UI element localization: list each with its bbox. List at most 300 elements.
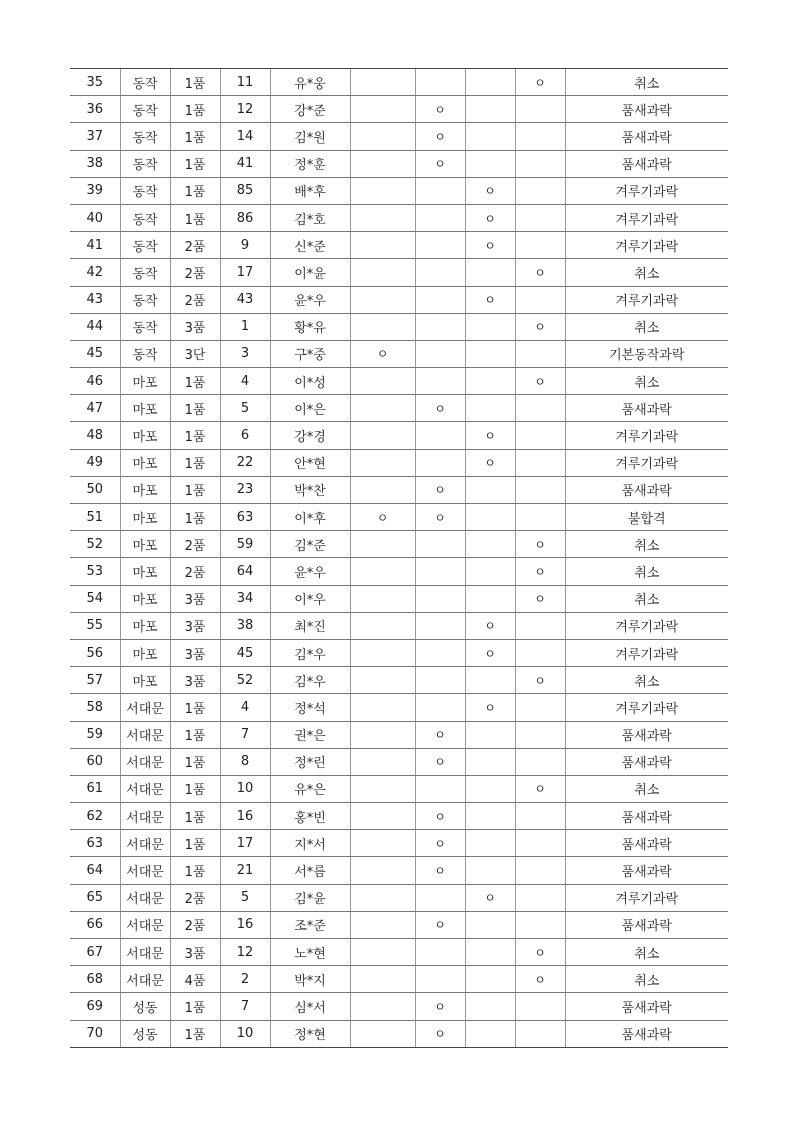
result-cell: 취소 [565, 966, 728, 993]
exam-number-cell: 12 [220, 96, 270, 123]
result-cell: 겨루기과락 [565, 449, 728, 476]
basic-mark-cell [350, 286, 415, 313]
sparring-mark-cell: ㅇ [465, 612, 515, 639]
poomsae-mark-cell: ㅇ [415, 993, 465, 1020]
branch-cell: 서대문 [120, 939, 170, 966]
cancel-mark-cell [515, 504, 565, 531]
basic-mark-cell [350, 884, 415, 911]
name-cell: 김*준 [270, 531, 350, 558]
result-cell: 겨루기과락 [565, 694, 728, 721]
table-row [70, 340, 728, 367]
table-row [70, 694, 728, 721]
name-cell: 이*은 [270, 395, 350, 422]
exam-number-cell: 1 [220, 313, 270, 340]
row-number-cell: 62 [70, 803, 120, 830]
branch-cell: 동작 [120, 69, 170, 96]
row-number-cell: 57 [70, 667, 120, 694]
sparring-mark-cell: ㅇ [465, 422, 515, 449]
result-cell: 겨루기과락 [565, 177, 728, 204]
exam-number-cell: 7 [220, 993, 270, 1020]
poomsae-mark-cell: ㅇ [415, 830, 465, 857]
table-row [70, 395, 728, 422]
grade-cell: 1품 [170, 748, 220, 775]
exam-number-cell: 17 [220, 830, 270, 857]
result-cell: 품새과락 [565, 748, 728, 775]
row-number-cell: 63 [70, 830, 120, 857]
cancel-mark-cell [515, 150, 565, 177]
exam-number-cell: 3 [220, 340, 270, 367]
grade-cell: 1품 [170, 204, 220, 231]
table-row [70, 639, 728, 666]
table-row [70, 748, 728, 775]
grade-cell: 1품 [170, 368, 220, 395]
row-number-cell: 37 [70, 123, 120, 150]
result-cell: 품새과락 [565, 993, 728, 1020]
basic-mark-cell [350, 69, 415, 96]
poomsae-mark-cell [415, 884, 465, 911]
result-cell: 취소 [565, 667, 728, 694]
exam-number-cell: 10 [220, 775, 270, 802]
poomsae-mark-cell [415, 422, 465, 449]
result-cell: 품새과락 [565, 123, 728, 150]
table-row [70, 286, 728, 313]
name-cell: 황*유 [270, 313, 350, 340]
basic-mark-cell [350, 313, 415, 340]
cancel-mark-cell: ㅇ [515, 259, 565, 286]
row-number-cell: 51 [70, 504, 120, 531]
branch-cell: 서대문 [120, 748, 170, 775]
poomsae-mark-cell: ㅇ [415, 721, 465, 748]
branch-cell: 서대문 [120, 694, 170, 721]
cancel-mark-cell: ㅇ [515, 667, 565, 694]
cancel-mark-cell: ㅇ [515, 531, 565, 558]
result-cell: 취소 [565, 69, 728, 96]
grade-cell: 1품 [170, 476, 220, 503]
poomsae-mark-cell: ㅇ [415, 476, 465, 503]
result-cell: 겨루기과락 [565, 612, 728, 639]
table-row [70, 204, 728, 231]
exam-number-cell: 2 [220, 966, 270, 993]
cancel-mark-cell [515, 911, 565, 938]
branch-cell: 마포 [120, 395, 170, 422]
grade-cell: 1품 [170, 857, 220, 884]
exam-number-cell: 22 [220, 449, 270, 476]
sparring-mark-cell [465, 476, 515, 503]
sparring-mark-cell: ㅇ [465, 232, 515, 259]
name-cell: 정*훈 [270, 150, 350, 177]
cancel-mark-cell [515, 286, 565, 313]
row-number-cell: 46 [70, 368, 120, 395]
result-cell: 불합격 [565, 504, 728, 531]
row-number-cell: 67 [70, 939, 120, 966]
sparring-mark-cell [465, 911, 515, 938]
row-number-cell: 54 [70, 585, 120, 612]
poomsae-mark-cell [415, 449, 465, 476]
basic-mark-cell [350, 830, 415, 857]
result-cell: 취소 [565, 558, 728, 585]
exam-number-cell: 23 [220, 476, 270, 503]
row-number-cell: 56 [70, 639, 120, 666]
cancel-mark-cell [515, 803, 565, 830]
branch-cell: 마포 [120, 422, 170, 449]
table-row [70, 884, 728, 911]
sparring-mark-cell [465, 748, 515, 775]
poomsae-mark-cell [415, 694, 465, 721]
name-cell: 유*은 [270, 775, 350, 802]
branch-cell: 마포 [120, 368, 170, 395]
result-cell: 취소 [565, 259, 728, 286]
branch-cell: 동작 [120, 286, 170, 313]
row-number-cell: 40 [70, 204, 120, 231]
row-number-cell: 59 [70, 721, 120, 748]
result-cell: 취소 [565, 775, 728, 802]
name-cell: 최*진 [270, 612, 350, 639]
grade-cell: 3품 [170, 612, 220, 639]
exam-number-cell: 5 [220, 884, 270, 911]
basic-mark-cell [350, 939, 415, 966]
cancel-mark-cell: ㅇ [515, 775, 565, 802]
name-cell: 김*윤 [270, 884, 350, 911]
poomsae-mark-cell [415, 531, 465, 558]
cancel-mark-cell: ㅇ [515, 585, 565, 612]
exam-number-cell: 63 [220, 504, 270, 531]
table-row [70, 1020, 728, 1047]
branch-cell: 동작 [120, 204, 170, 231]
exam-number-cell: 11 [220, 69, 270, 96]
basic-mark-cell [350, 585, 415, 612]
row-number-cell: 53 [70, 558, 120, 585]
result-cell: 기본동작과락 [565, 340, 728, 367]
table-row [70, 313, 728, 340]
poomsae-mark-cell: ㅇ [415, 395, 465, 422]
exam-number-cell: 21 [220, 857, 270, 884]
grade-cell: 1품 [170, 803, 220, 830]
name-cell: 유*웅 [270, 69, 350, 96]
table-row [70, 939, 728, 966]
table-row [70, 857, 728, 884]
basic-mark-cell [350, 150, 415, 177]
branch-cell: 마포 [120, 449, 170, 476]
sparring-mark-cell [465, 667, 515, 694]
branch-cell: 동작 [120, 123, 170, 150]
sparring-mark-cell: ㅇ [465, 694, 515, 721]
basic-mark-cell [350, 993, 415, 1020]
poomsae-mark-cell [415, 939, 465, 966]
branch-cell: 서대문 [120, 830, 170, 857]
sparring-mark-cell [465, 939, 515, 966]
basic-mark-cell [350, 395, 415, 422]
sparring-mark-cell: ㅇ [465, 204, 515, 231]
basic-mark-cell [350, 123, 415, 150]
result-cell: 품새과락 [565, 830, 728, 857]
row-number-cell: 35 [70, 69, 120, 96]
cancel-mark-cell [515, 340, 565, 367]
poomsae-mark-cell [415, 585, 465, 612]
exam-number-cell: 85 [220, 177, 270, 204]
result-cell: 겨루기과락 [565, 639, 728, 666]
basic-mark-cell [350, 911, 415, 938]
cancel-mark-cell [515, 476, 565, 503]
grade-cell: 1품 [170, 422, 220, 449]
table-row [70, 531, 728, 558]
sparring-mark-cell: ㅇ [465, 177, 515, 204]
result-cell: 겨루기과락 [565, 884, 728, 911]
grade-cell: 3품 [170, 939, 220, 966]
result-cell: 취소 [565, 368, 728, 395]
poomsae-mark-cell: ㅇ [415, 504, 465, 531]
branch-cell: 마포 [120, 531, 170, 558]
name-cell: 이*윤 [270, 259, 350, 286]
row-number-cell: 43 [70, 286, 120, 313]
branch-cell: 서대문 [120, 803, 170, 830]
poomsae-mark-cell [415, 259, 465, 286]
name-cell: 박*찬 [270, 476, 350, 503]
grade-cell: 1품 [170, 177, 220, 204]
name-cell: 노*현 [270, 939, 350, 966]
sparring-mark-cell [465, 531, 515, 558]
table-row [70, 721, 728, 748]
grade-cell: 2품 [170, 259, 220, 286]
branch-cell: 동작 [120, 313, 170, 340]
branch-cell: 서대문 [120, 966, 170, 993]
name-cell: 조*준 [270, 911, 350, 938]
table-row [70, 96, 728, 123]
name-cell: 김*우 [270, 667, 350, 694]
basic-mark-cell [350, 204, 415, 231]
sparring-mark-cell [465, 966, 515, 993]
exam-number-cell: 4 [220, 694, 270, 721]
sparring-mark-cell [465, 123, 515, 150]
branch-cell: 동작 [120, 259, 170, 286]
grade-cell: 2품 [170, 911, 220, 938]
name-cell: 배*후 [270, 177, 350, 204]
row-number-cell: 69 [70, 993, 120, 1020]
grade-cell: 3품 [170, 313, 220, 340]
branch-cell: 마포 [120, 558, 170, 585]
branch-cell: 동작 [120, 340, 170, 367]
row-number-cell: 41 [70, 232, 120, 259]
result-cell: 품새과락 [565, 476, 728, 503]
sparring-mark-cell [465, 96, 515, 123]
table-row [70, 150, 728, 177]
basic-mark-cell [350, 694, 415, 721]
grade-cell: 3품 [170, 639, 220, 666]
table-row [70, 69, 728, 96]
poomsae-mark-cell [415, 340, 465, 367]
table-row [70, 966, 728, 993]
name-cell: 김*우 [270, 639, 350, 666]
row-number-cell: 47 [70, 395, 120, 422]
results-table-body [70, 69, 728, 1048]
exam-number-cell: 9 [220, 232, 270, 259]
cancel-mark-cell [515, 449, 565, 476]
exam-number-cell: 64 [220, 558, 270, 585]
basic-mark-cell [350, 449, 415, 476]
poomsae-mark-cell: ㅇ [415, 748, 465, 775]
exam-number-cell: 14 [220, 123, 270, 150]
name-cell: 서*름 [270, 857, 350, 884]
grade-cell: 1품 [170, 123, 220, 150]
grade-cell: 1품 [170, 395, 220, 422]
table-row [70, 830, 728, 857]
cancel-mark-cell [515, 639, 565, 666]
result-cell: 품새과락 [565, 150, 728, 177]
basic-mark-cell: ㅇ [350, 504, 415, 531]
result-cell: 겨루기과락 [565, 232, 728, 259]
sparring-mark-cell [465, 313, 515, 340]
table-row [70, 422, 728, 449]
name-cell: 홍*빈 [270, 803, 350, 830]
name-cell: 윤*우 [270, 286, 350, 313]
table-row [70, 585, 728, 612]
cancel-mark-cell [515, 422, 565, 449]
exam-number-cell: 86 [220, 204, 270, 231]
name-cell: 신*준 [270, 232, 350, 259]
branch-cell: 동작 [120, 150, 170, 177]
exam-number-cell: 12 [220, 939, 270, 966]
table-row [70, 667, 728, 694]
branch-cell: 동작 [120, 96, 170, 123]
poomsae-mark-cell [415, 775, 465, 802]
branch-cell: 서대문 [120, 857, 170, 884]
sparring-mark-cell [465, 775, 515, 802]
cancel-mark-cell [515, 232, 565, 259]
exam-number-cell: 59 [220, 531, 270, 558]
result-cell: 품새과락 [565, 721, 728, 748]
cancel-mark-cell [515, 123, 565, 150]
poomsae-mark-cell [415, 639, 465, 666]
result-cell: 겨루기과락 [565, 204, 728, 231]
sparring-mark-cell [465, 368, 515, 395]
result-cell: 품새과락 [565, 803, 728, 830]
poomsae-mark-cell: ㅇ [415, 857, 465, 884]
grade-cell: 4품 [170, 966, 220, 993]
basic-mark-cell [350, 232, 415, 259]
grade-cell: 1품 [170, 150, 220, 177]
cancel-mark-cell [515, 204, 565, 231]
basic-mark-cell [350, 531, 415, 558]
grade-cell: 1품 [170, 504, 220, 531]
grade-cell: 1품 [170, 993, 220, 1020]
basic-mark-cell [350, 775, 415, 802]
basic-mark-cell [350, 422, 415, 449]
poomsae-mark-cell [415, 667, 465, 694]
cancel-mark-cell: ㅇ [515, 558, 565, 585]
table-row [70, 177, 728, 204]
table-row [70, 612, 728, 639]
grade-cell: 1품 [170, 69, 220, 96]
poomsae-mark-cell: ㅇ [415, 1020, 465, 1047]
grade-cell: 1품 [170, 96, 220, 123]
cancel-mark-cell: ㅇ [515, 313, 565, 340]
result-cell: 겨루기과락 [565, 286, 728, 313]
table-row [70, 775, 728, 802]
result-cell: 취소 [565, 313, 728, 340]
name-cell: 정*현 [270, 1020, 350, 1047]
row-number-cell: 49 [70, 449, 120, 476]
poomsae-mark-cell [415, 286, 465, 313]
branch-cell: 서대문 [120, 721, 170, 748]
row-number-cell: 36 [70, 96, 120, 123]
exam-number-cell: 5 [220, 395, 270, 422]
poomsae-mark-cell [415, 204, 465, 231]
poomsae-mark-cell: ㅇ [415, 911, 465, 938]
sparring-mark-cell [465, 585, 515, 612]
basic-mark-cell [350, 368, 415, 395]
cancel-mark-cell [515, 884, 565, 911]
exam-number-cell: 17 [220, 259, 270, 286]
name-cell: 김*호 [270, 204, 350, 231]
row-number-cell: 64 [70, 857, 120, 884]
basic-mark-cell [350, 558, 415, 585]
branch-cell: 마포 [120, 476, 170, 503]
poomsae-mark-cell: ㅇ [415, 803, 465, 830]
exam-number-cell: 10 [220, 1020, 270, 1047]
exam-number-cell: 16 [220, 803, 270, 830]
poomsae-mark-cell [415, 69, 465, 96]
row-number-cell: 42 [70, 259, 120, 286]
sparring-mark-cell [465, 259, 515, 286]
basic-mark-cell [350, 476, 415, 503]
basic-mark-cell [350, 748, 415, 775]
poomsae-mark-cell [415, 368, 465, 395]
poomsae-mark-cell [415, 232, 465, 259]
basic-mark-cell [350, 966, 415, 993]
name-cell: 안*현 [270, 449, 350, 476]
cancel-mark-cell [515, 748, 565, 775]
row-number-cell: 66 [70, 911, 120, 938]
branch-cell: 마포 [120, 504, 170, 531]
result-cell: 품새과락 [565, 857, 728, 884]
result-cell: 겨루기과락 [565, 422, 728, 449]
table-row [70, 123, 728, 150]
sparring-mark-cell [465, 395, 515, 422]
grade-cell: 1품 [170, 694, 220, 721]
exam-number-cell: 34 [220, 585, 270, 612]
name-cell: 정*린 [270, 748, 350, 775]
grade-cell: 2품 [170, 531, 220, 558]
cancel-mark-cell [515, 830, 565, 857]
exam-number-cell: 43 [220, 286, 270, 313]
branch-cell: 동작 [120, 232, 170, 259]
sparring-mark-cell [465, 830, 515, 857]
poomsae-mark-cell: ㅇ [415, 150, 465, 177]
table-row [70, 449, 728, 476]
branch-cell: 마포 [120, 639, 170, 666]
branch-cell: 마포 [120, 585, 170, 612]
result-cell: 품새과락 [565, 1020, 728, 1047]
name-cell: 강*준 [270, 96, 350, 123]
name-cell: 강*경 [270, 422, 350, 449]
sparring-mark-cell [465, 1020, 515, 1047]
row-number-cell: 68 [70, 966, 120, 993]
basic-mark-cell: ㅇ [350, 340, 415, 367]
poomsae-mark-cell: ㅇ [415, 123, 465, 150]
sparring-mark-cell: ㅇ [465, 639, 515, 666]
cancel-mark-cell [515, 177, 565, 204]
name-cell: 정*석 [270, 694, 350, 721]
branch-cell: 동작 [120, 177, 170, 204]
row-number-cell: 60 [70, 748, 120, 775]
row-number-cell: 70 [70, 1020, 120, 1047]
cancel-mark-cell: ㅇ [515, 368, 565, 395]
table-row [70, 504, 728, 531]
result-cell: 취소 [565, 585, 728, 612]
name-cell: 심*서 [270, 993, 350, 1020]
poomsae-mark-cell [415, 313, 465, 340]
name-cell: 구*중 [270, 340, 350, 367]
table-row [70, 259, 728, 286]
